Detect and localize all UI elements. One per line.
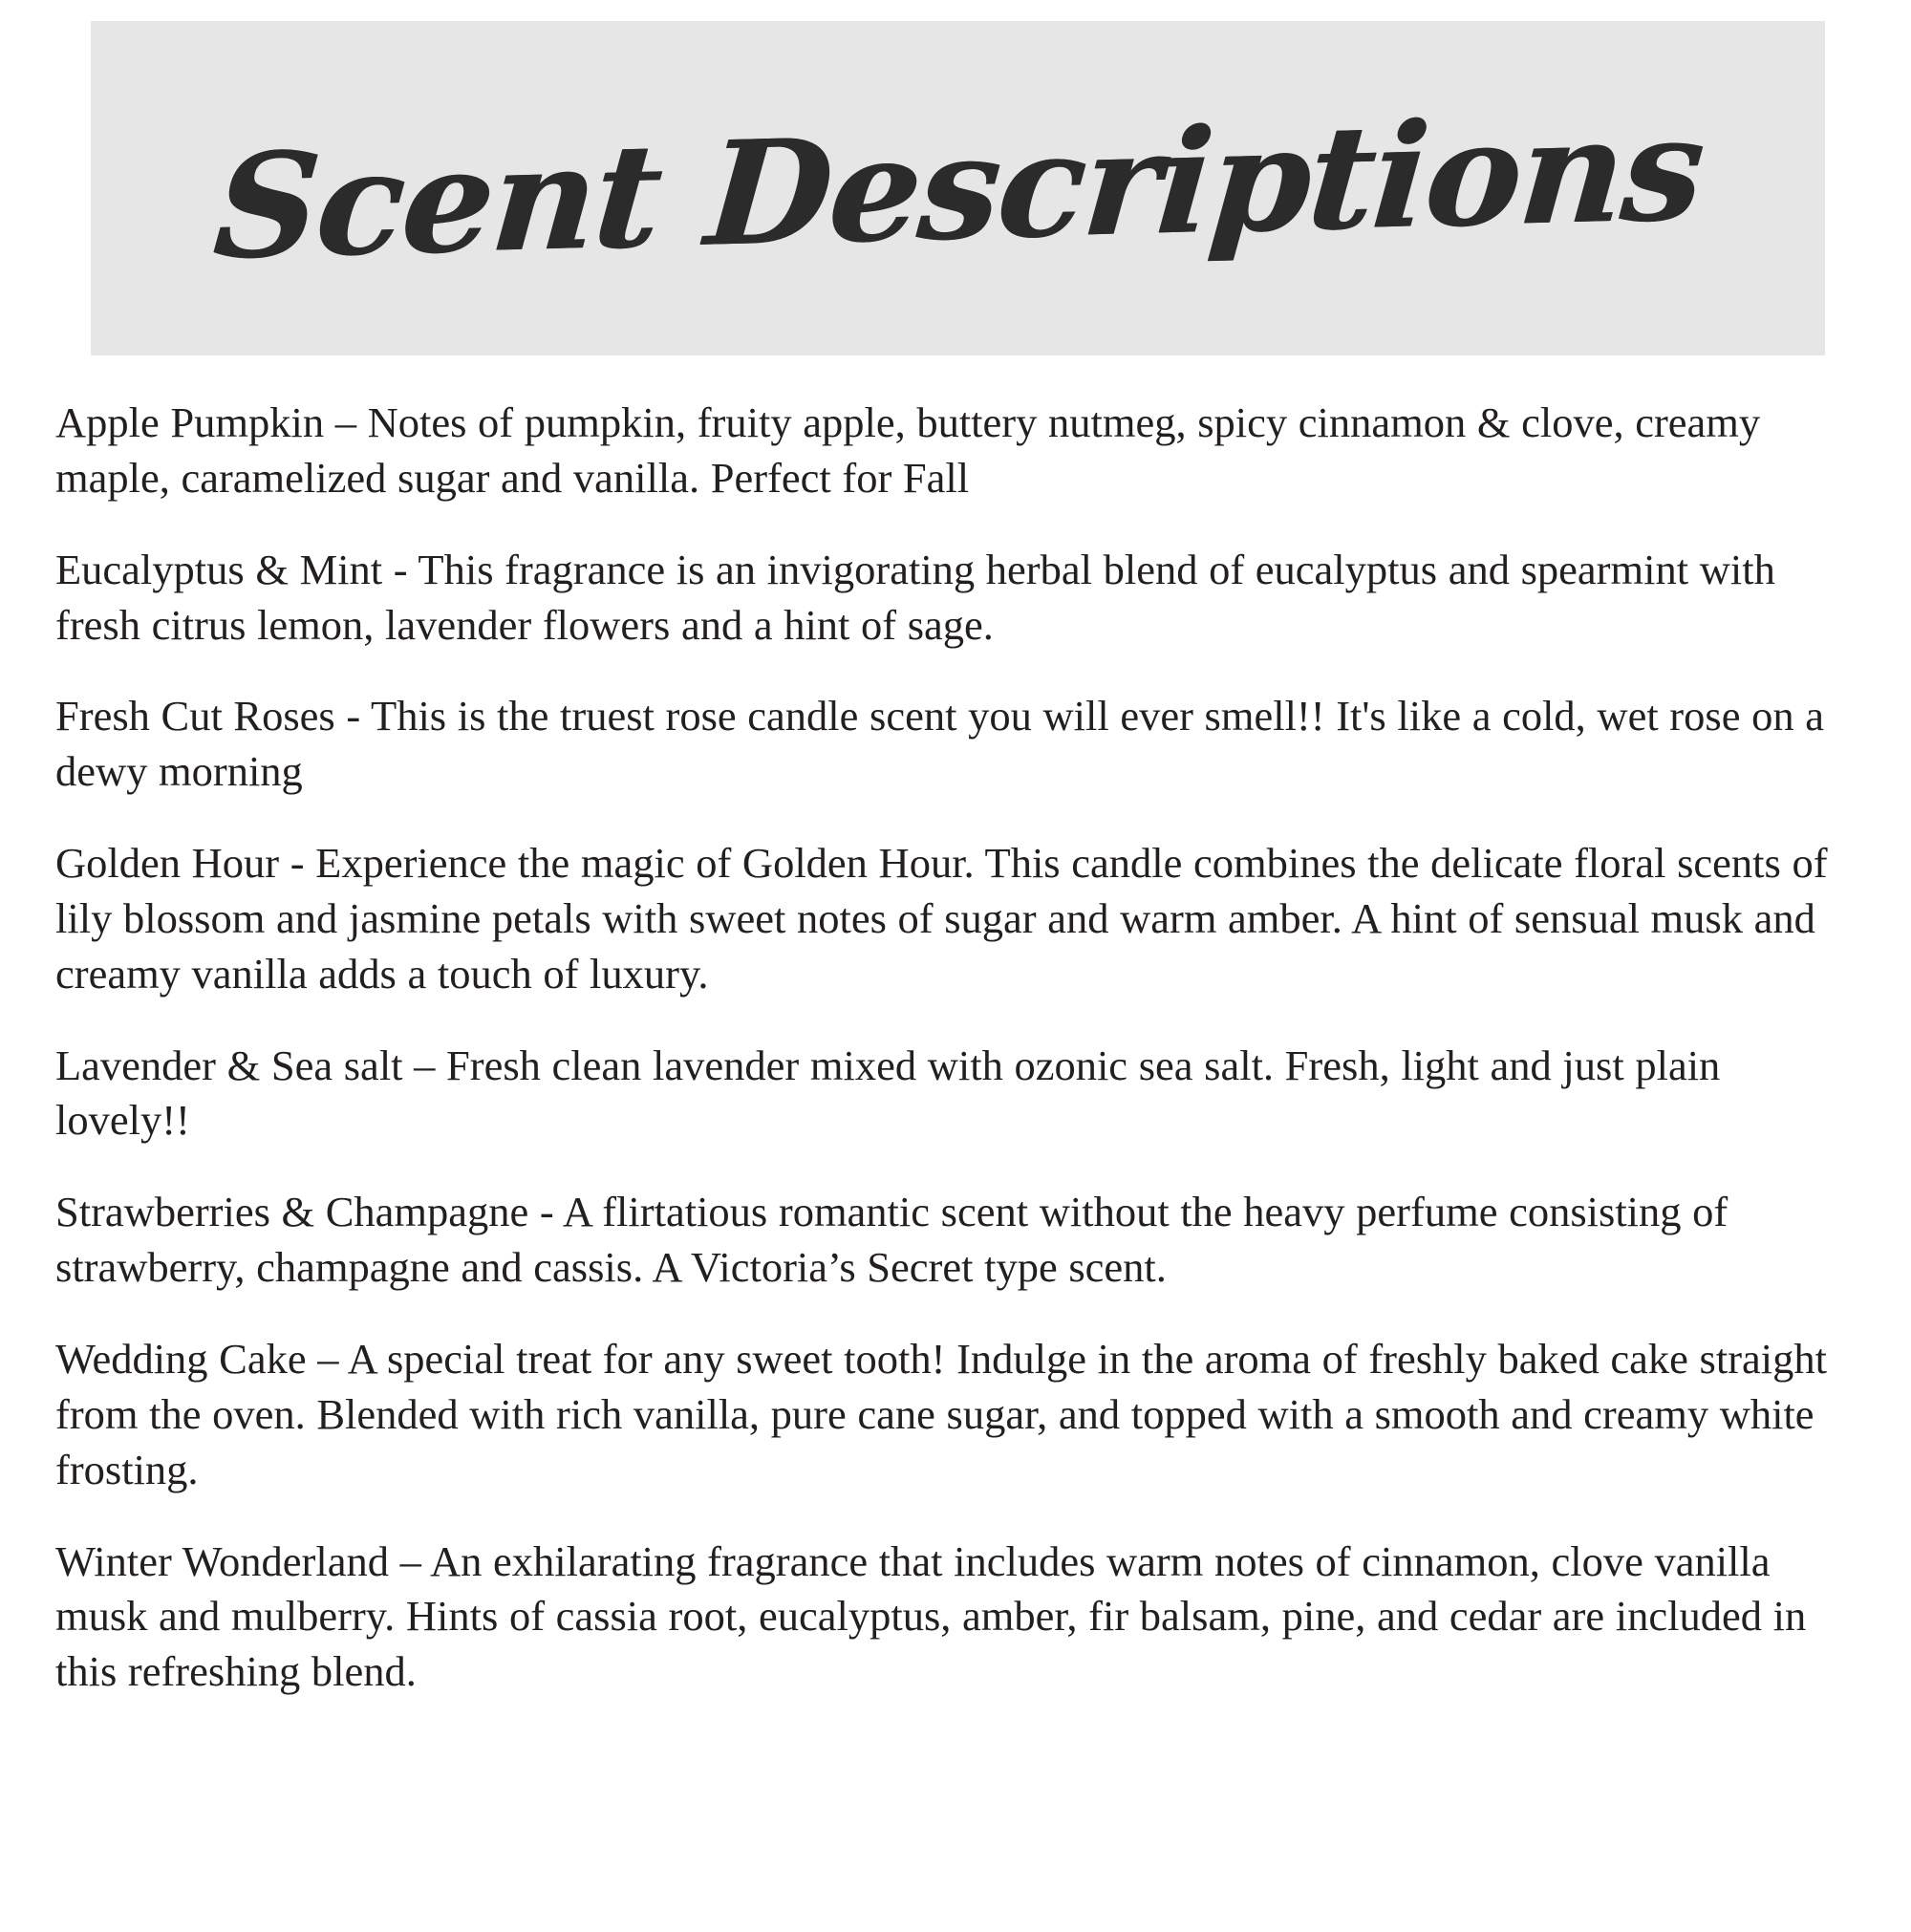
header-banner <box>91 21 1825 355</box>
list-item: Golden Hour - Experience the magic of Golden Hour. This candle combines the delicate floral scents of lily blossom and jasmine petals with sweet notes of sugar and warm amber. A hint of sensual musk and creamy vanilla adds a touch of luxury. <box>55 839 1828 998</box>
list-item: Wedding Cake – A special treat for any sweet tooth! Indulge in the aroma of freshly baked cake straight from the oven. Blended with rich vanilla, pure cane sugar, and topped with a smooth and creamy white frosting. <box>55 1334 1828 1493</box>
list-item: Eucalyptus & Mint - This fragrance is an invigorating herbal blend of eucalyptus and spearmint with fresh citrus lemon, lavender flowers and a hint of sage. <box>55 545 1775 649</box>
list-item: Lavender & Sea salt – Fresh clean lavender mixed with ozonic sea salt. Fresh, light and just plain lovely!! <box>55 1041 1721 1145</box>
scent-list <box>0 355 1911 1738</box>
list-item: Strawberries & Champagne - A flirtatious romantic scent without the heavy perfume consisting of strawberry, champagne and cassis. A Victoria’s Secret type scent. <box>55 1188 1728 1292</box>
page-title: Scent Descriptions <box>207 84 1708 292</box>
list-item: Winter Wonderland – An exhilarating fragrance that includes warm notes of cinnamon, clove vanilla musk and mulberry. Hints of cassia root, eucalyptus, amber, fir balsam, pine, and cedar are included in this refreshing blend. <box>55 1536 1807 1696</box>
list-item: Apple Pumpkin – Notes of pumpkin, fruity apple, buttery nutmeg, spicy cinnamon & clove, creamy maple, caramelized sugar and vanilla. Perfect for Fall <box>55 398 1761 502</box>
scent-descriptions-page <box>0 21 1911 1738</box>
list-item: Fresh Cut Roses - This is the truest rose candle scent you will ever smell!! It's like a cold, wet rose on a dewy morning <box>55 692 1824 796</box>
